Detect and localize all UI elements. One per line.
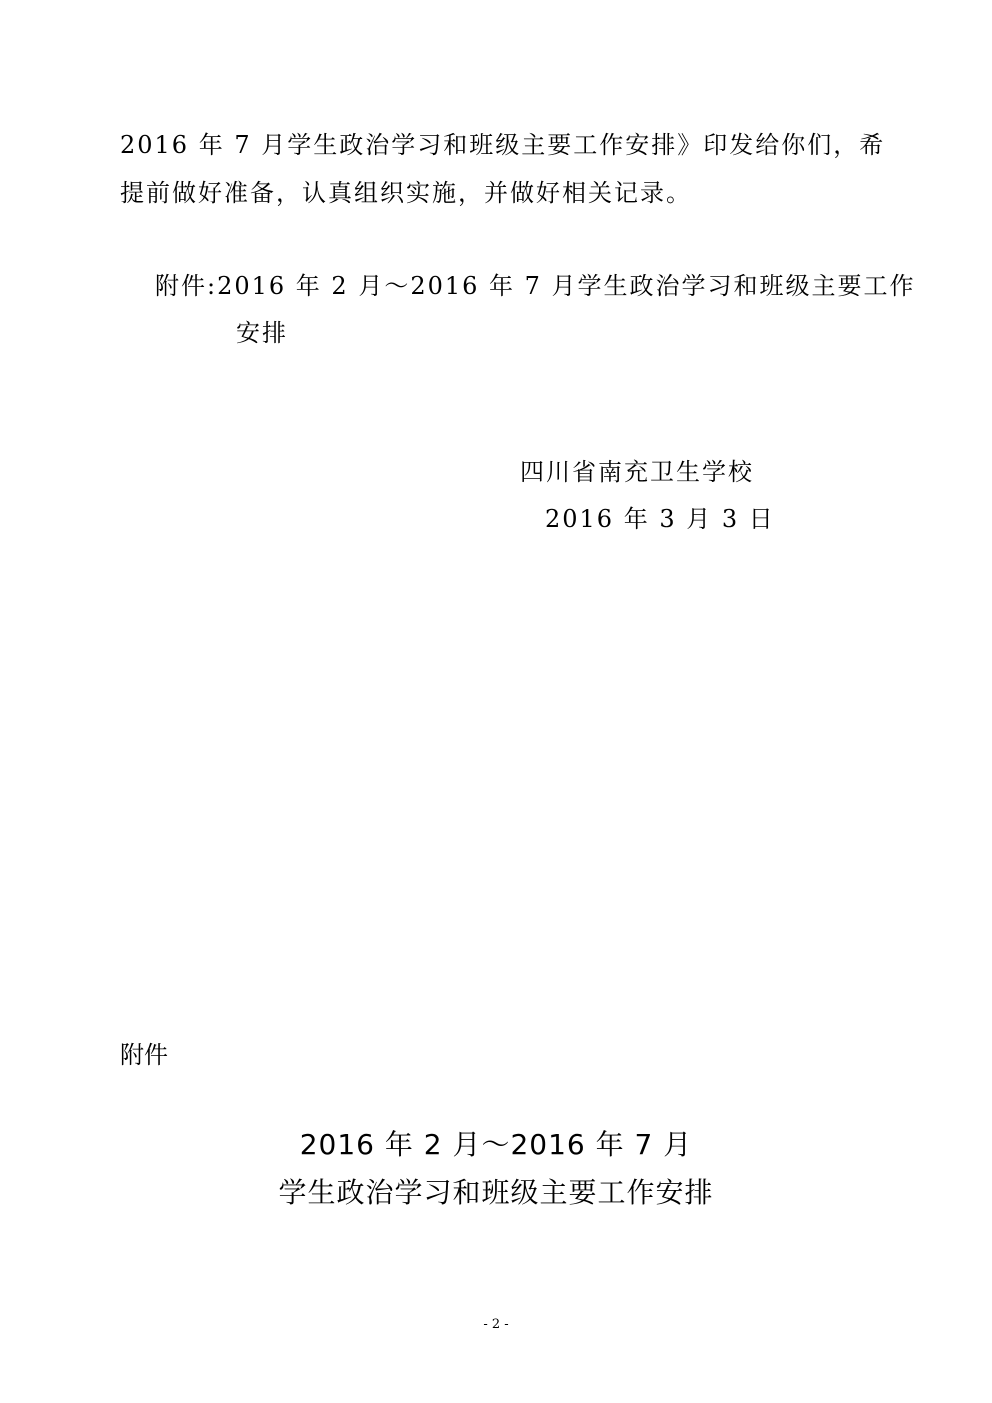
page-number: - 2 -	[483, 1317, 509, 1332]
signature-organization: 四川省南充卫生学校	[520, 458, 754, 486]
attachment-note-line-1: 附件:2016 年 2 月～2016 年 7 月学生政治学习和班级主要工作	[155, 272, 916, 300]
attachment-note-line-2: 安排	[236, 319, 288, 347]
appendix-title-line-2: 学生政治学习和班级主要工作安排	[278, 1176, 714, 1209]
appendix-label: 附件	[120, 1041, 168, 1069]
body-paragraph-line-1: 2016 年 7 月学生政治学习和班级主要工作安排》印发给你们，希	[120, 131, 886, 159]
body-paragraph-line-2: 提前做好准备，认真组织实施，并做好相关记录。	[120, 179, 692, 207]
signature-date: 2016 年 3 月 3 日	[545, 505, 775, 533]
appendix-title-line-1: 2016 年 2 月～2016 年 7 月	[299, 1128, 693, 1161]
